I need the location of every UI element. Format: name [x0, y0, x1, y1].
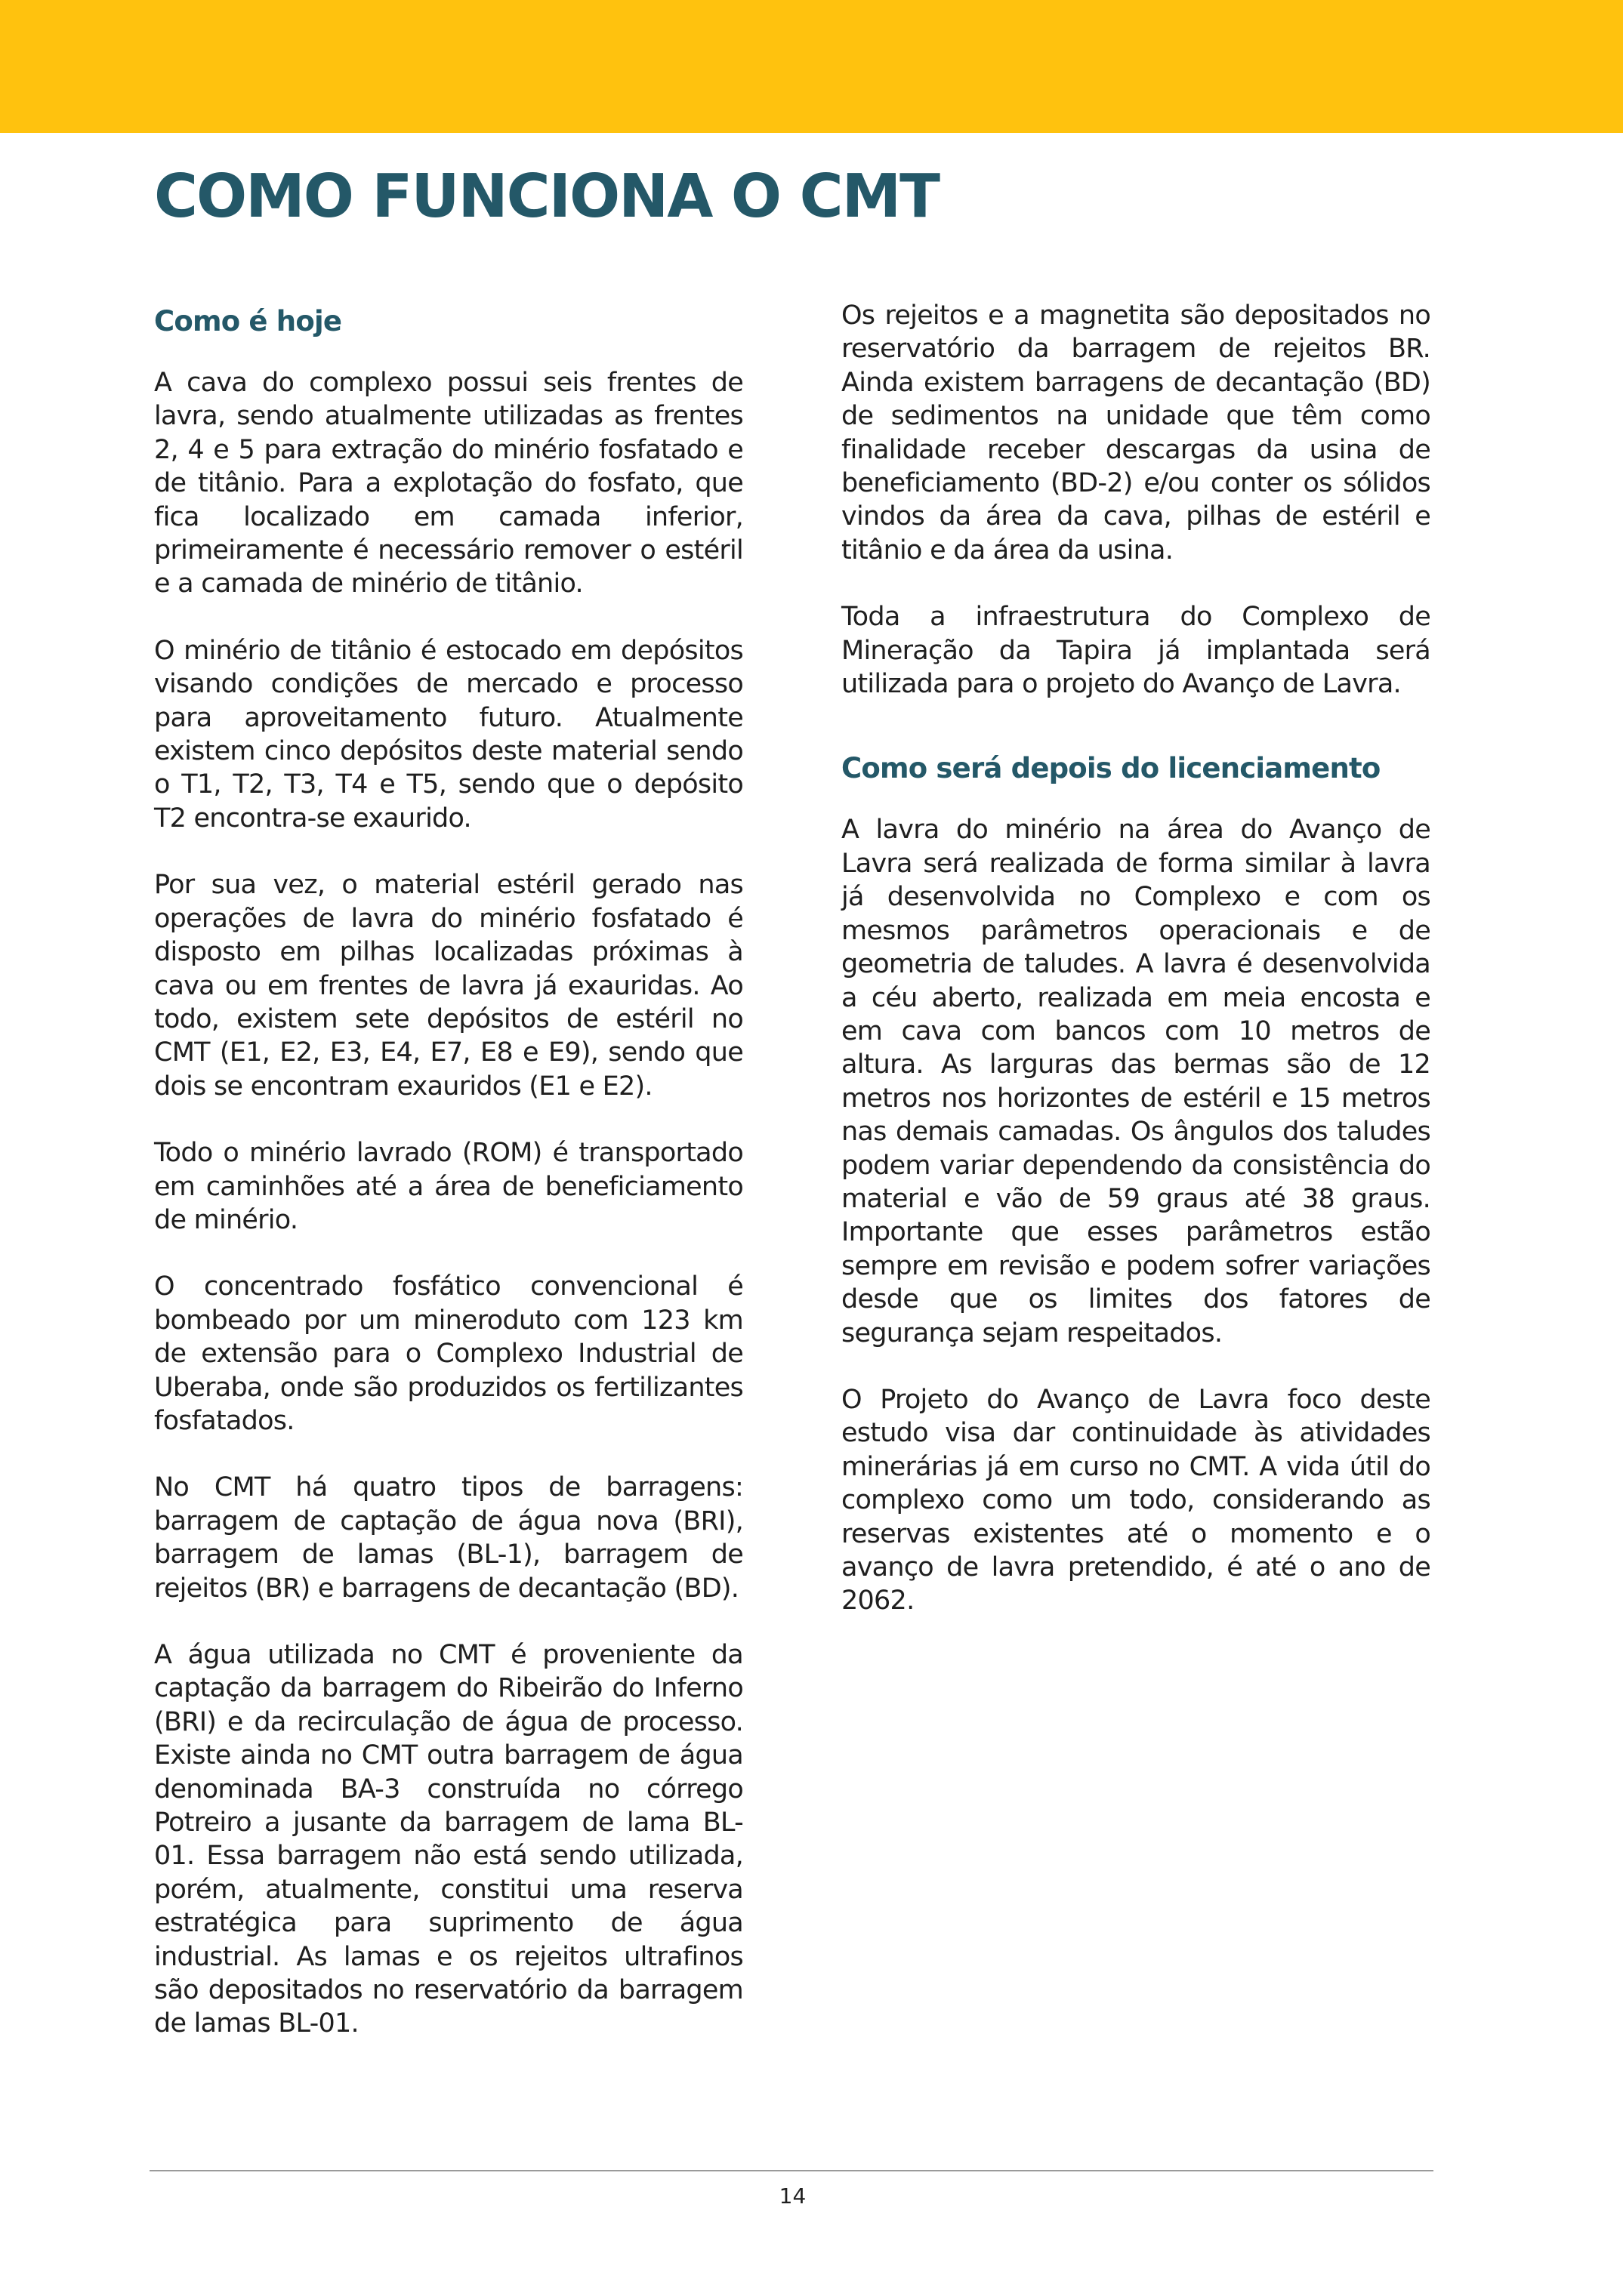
right-column: [841, 299, 1430, 1618]
paragraph: Por sua vez, o material estéril gerado nas operações de lavra do minério fosfatado é disposto em pilhas localizadas próximas à cava ou em frentes de lavra já exauridas. Ao todo, existem sete depósitos de estéril no CMT (E1, E2, E3, E4, E7, E8 e E9), sendo que dois se encontram exauridos (E1 e E2).: [154, 870, 743, 1102]
paragraph: Os rejeitos e a magnetita são depositados no reservatório da barragem de rejeitos BR. Ainda existem barragens de decantação (BD) de sedimentos na unidade que têm como finalidade receber descargas da usina de beneficiamento (BD-2) e/ou conter os sólidos vindos da área da cava, pilhas de estéril e titânio e da área da usina.: [841, 300, 1430, 566]
paragraph: A água utilizada no CMT é proveniente da captação da barragem do Ribeirão do Inferno (BRI) e da recirculação de água de processo. Existe ainda no CMT outra barragem de água denominada BA-3 construída no córrego Potreiro a jusante da barragem de lama BL-01. Essa barragem não está sendo utilizada, porém, atualmente, constitui uma reserva estratégica para suprimento de água industrial. As lamas e os rejeitos ultrafinos são depositados no reservatório da barragem de lamas BL-01.: [154, 1640, 743, 2039]
footer-divider: [150, 2170, 1433, 2171]
page-title: COMO FUNCIONA O CMT: [154, 162, 940, 231]
paragraph: A cava do complexo possui seis frentes de lavra, sendo atualmente utilizadas as frentes 2, 4 e 5 para extração do minério fosfatado e de titânio. Para a explotação do fosfato, que fica localizado em camada inferior, primeiramente é necessário remover o estéril e a camada de minério de titânio.: [154, 368, 743, 599]
page-number: 14: [779, 2184, 807, 2208]
section-heading-after-licensing: Como será depois do licenciamento: [841, 752, 1381, 785]
left-column: [154, 299, 743, 2041]
section-heading-current: Como é hoje: [154, 305, 342, 337]
paragraph: O concentrado fosfático convencional é bombeado por um mineroduto com 123 km de extensão para o Complexo Industrial de Uberaba, onde são produzidos os fertilizantes fosfatados.: [154, 1271, 743, 1436]
paragraph: O Projeto do Avanço de Lavra foco deste estudo visa dar continuidade às atividades minerárias já em curso no CMT. A vida útil do complexo como um todo, considerando as reservas existentes até o momento e o avanço de lavra pretendido, é até o ano de 2062.: [841, 1384, 1430, 1616]
paragraph: O minério de titânio é estocado em depósitos visando condições de mercado e processo para aproveitamento futuro. Atualmente existem cinco depósitos deste material sendo o T1, T2, T3, T4 e T5, sendo que o depósito T2 encontra-se exaurido.: [154, 635, 743, 834]
paragraph: Todo o minério lavrado (ROM) é transportado em caminhões até a área de beneficiamento de minério.: [154, 1138, 743, 1235]
paragraph: A lavra do minério na área do Avanço de Lavra será realizada de forma similar à lavra já desenvolvida no Complexo e com os mesmos parâmetros operacionais e de geometria de taludes. A lavra é desenvolvida a céu aberto, realizada em meia encosta e em cava com bancos com 10 metros de altura. As larguras das bermas são de 12 metros nos horizontes de estéril e 15 metros nas demais camadas. Os ângulos dos taludes podem variar dependendo da consistência do material e vão de 59 graus até 38 graus. Importante que esses parâmetros estão sempre em revisão e podem sofrer variações desde que os limites dos fatores de segurança sejam respeitados.: [841, 815, 1430, 1348]
paragraph: No CMT há quatro tipos de barragens: barragem de captação de água nova (BRI), barragem de lamas (BL-1), barragem de rejeitos (BR) e barragens de decantação (BD).: [154, 1472, 743, 1604]
paragraph: Toda a infraestrutura do Complexo de Mineração da Tapira já implantada será utilizada para o projeto do Avanço de Lavra.: [841, 602, 1430, 700]
header-accent-bar: [0, 0, 1623, 133]
